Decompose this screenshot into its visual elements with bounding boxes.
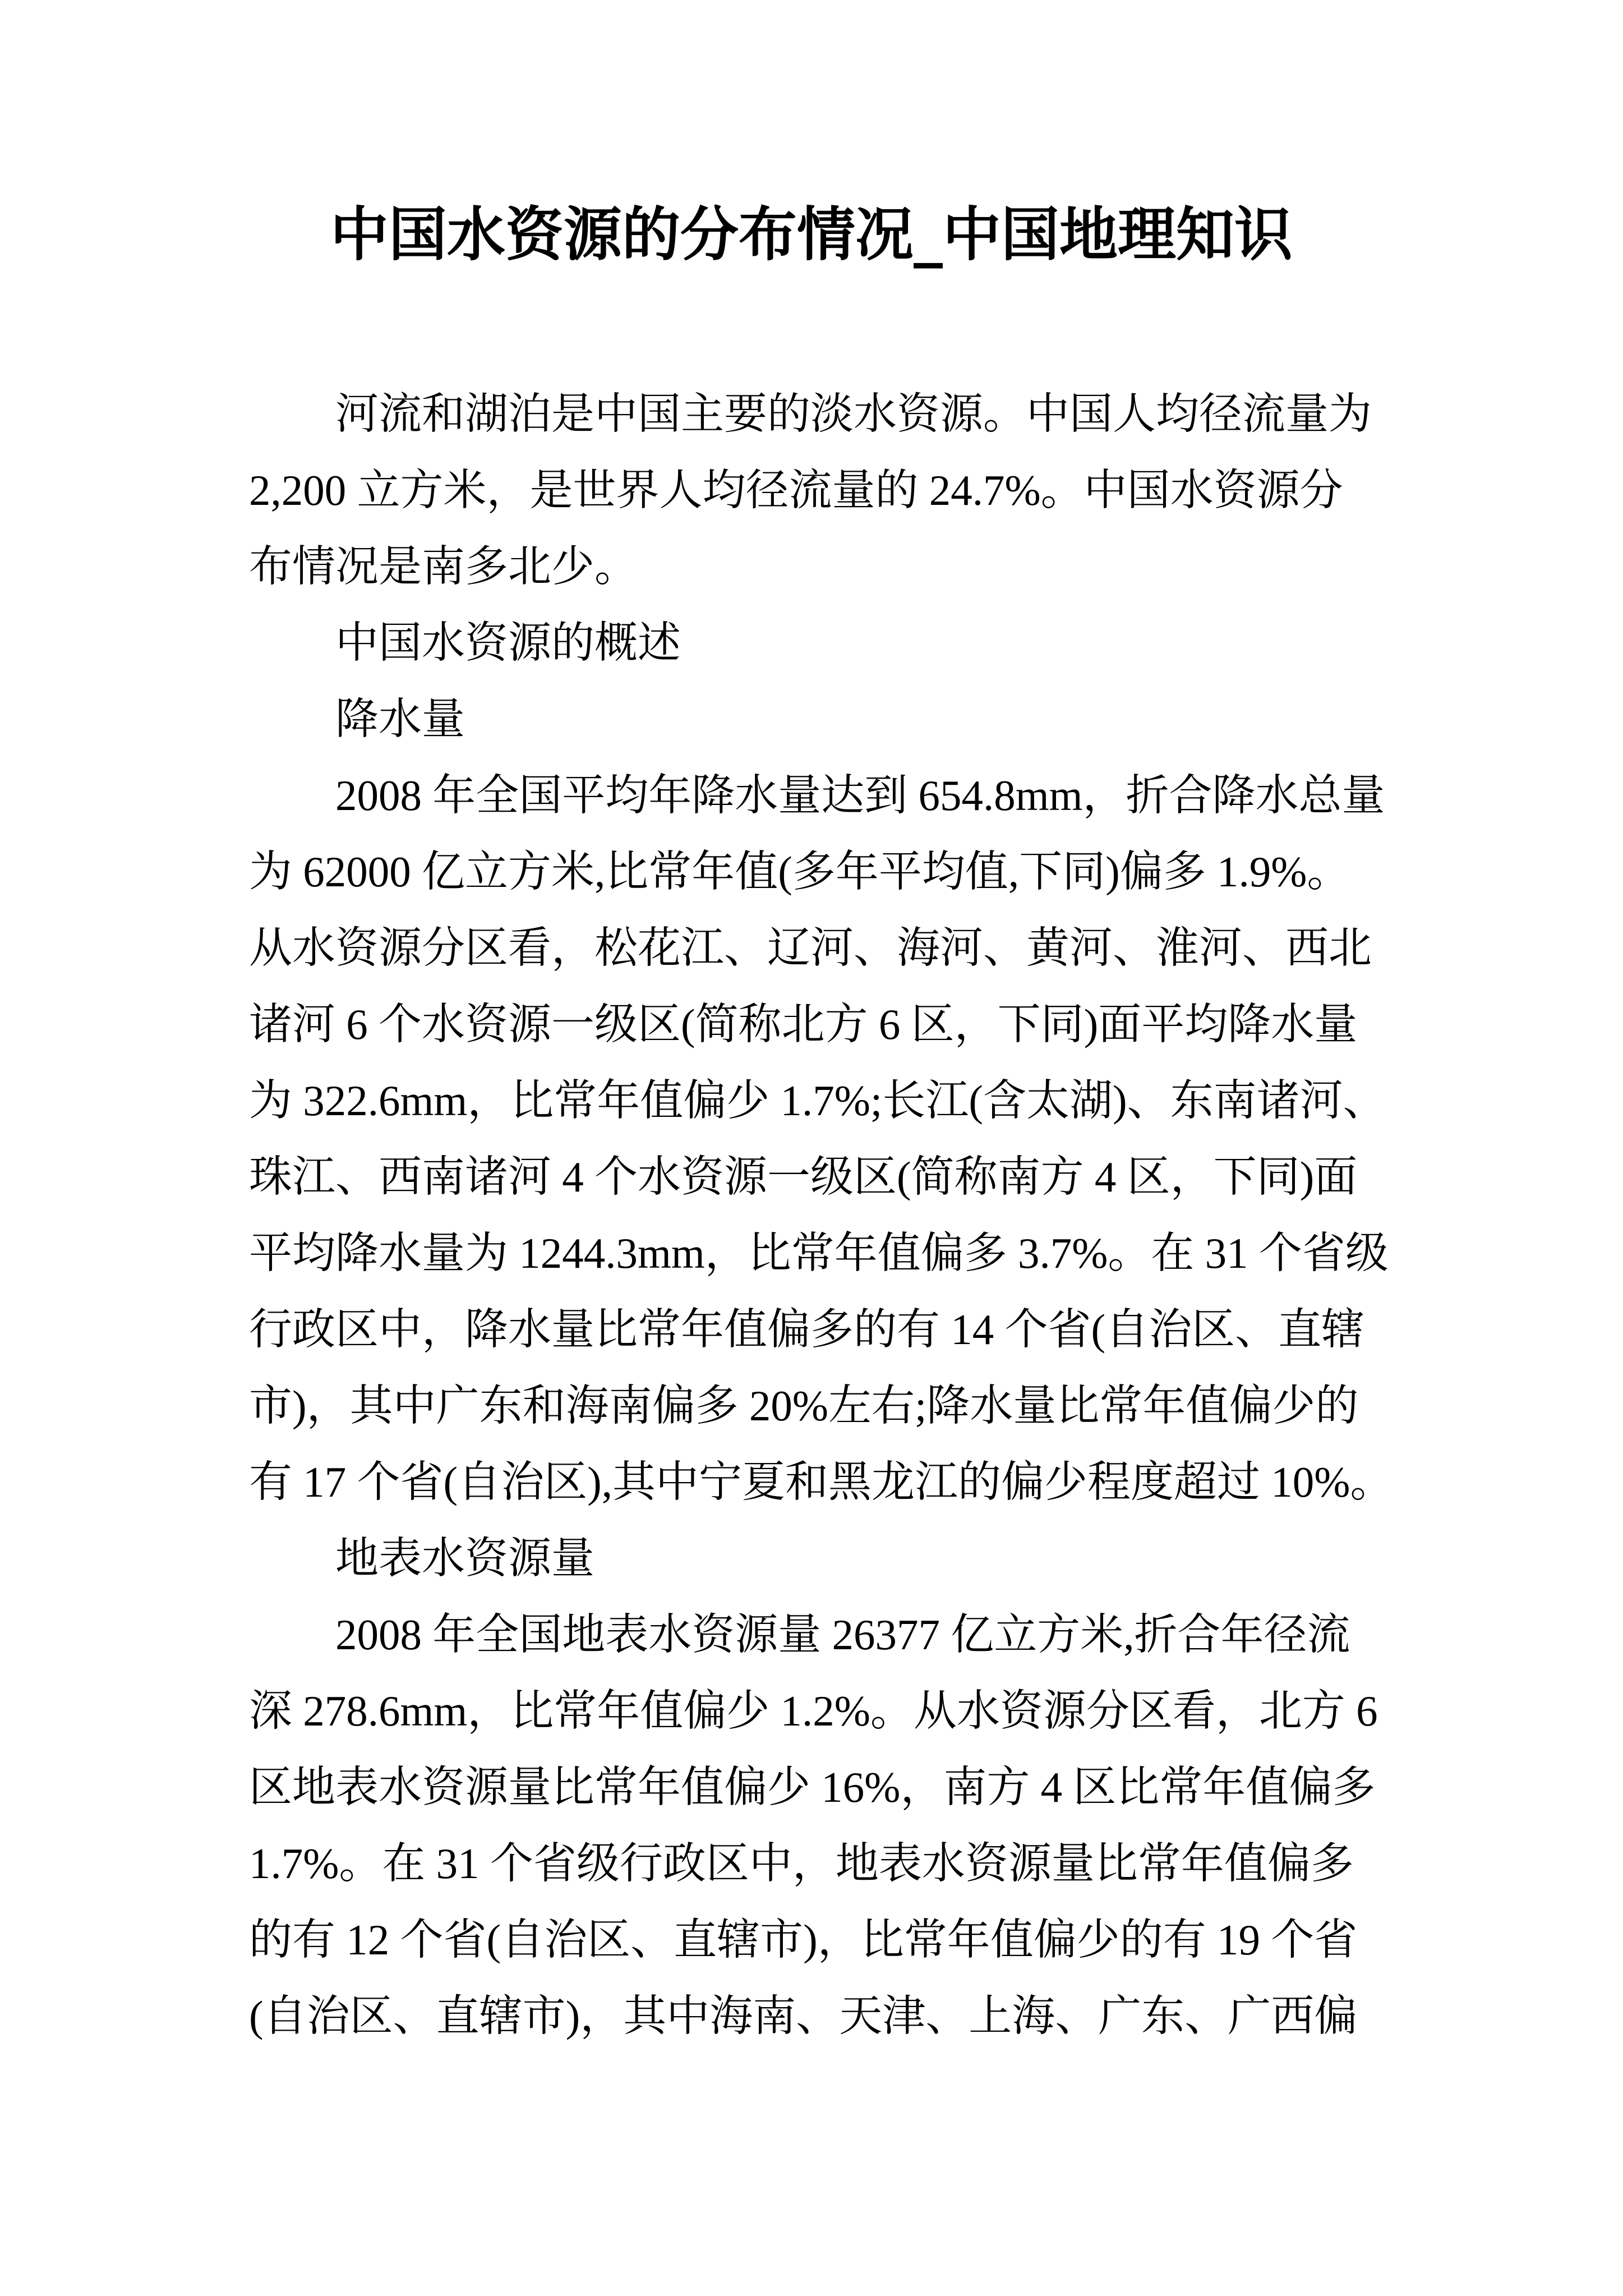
paragraph-line: 有 17 个省(自治区),其中宁夏和黑龙江的偏少程度超过 10%。 xyxy=(249,1458,1394,1506)
paragraph-line: 市)，其中广东和海南偏多 20%左右;降水量比常年值偏少的 xyxy=(249,1382,1359,1430)
paragraph-line: 行政区中，降水量比常年值偏多的有 14 个省(自治区、直辖 xyxy=(249,1305,1365,1354)
paragraph-line: 1.7%。在 31 个省级行政区中，地表水资源量比常年值偏多 xyxy=(249,1839,1354,1888)
paragraph-line: 深 278.6mm，比常年值偏少 1.2%。从水资源分区看，北方 6 xyxy=(249,1687,1378,1735)
paragraph-line: 2,200 立方米，是世界人均径流量的 24.7%。中国水资源分 xyxy=(249,466,1343,514)
paragraph-line: 2008 年全国平均年降水量达到 654.8mm，折合降水总量 xyxy=(335,771,1385,820)
paragraph-line: 的有 12 个省(自治区、直辖市)，比常年值偏少的有 19 个省 xyxy=(249,1916,1358,1964)
paragraph-line: 珠江、西南诸河 4 个水资源一级区(简称南方 4 区，下同)面 xyxy=(249,1153,1358,1201)
section-heading-overview: 中国水资源的概述 xyxy=(335,619,681,667)
paragraph-line: 河流和湖泊是中国主要的淡水资源。中国人均径流量为 xyxy=(335,390,1372,438)
paragraph-line: 区地表水资源量比常年值偏少 16%，南方 4 区比常年值偏多 xyxy=(249,1763,1376,1811)
paragraph-line: 从水资源分区看，松花江、辽河、海河、黄河、淮河、西北 xyxy=(249,924,1372,972)
paragraph-line: 为 322.6mm，比常年值偏少 1.7%;长江(含太湖)、东南诸河、 xyxy=(249,1076,1386,1125)
paragraph-line: 2008 年全国地表水资源量 26377 亿立方米,折合年径流 xyxy=(335,1611,1350,1659)
section-heading-surface-water: 地表水资源量 xyxy=(335,1534,594,1582)
page-title: 中国水资源的分布情况_中国地理知识 xyxy=(330,200,1293,269)
intro-paragraph xyxy=(249,376,1539,605)
document-body xyxy=(249,376,1539,2054)
precipitation-paragraph xyxy=(249,757,1539,1520)
surface-water-paragraph xyxy=(249,1596,1539,2054)
paragraph-line: (自治区、直辖市)，其中海南、天津、上海、广东、广西偏 xyxy=(249,1992,1358,2040)
paragraph-line: 诸河 6 个水资源一级区(简称北方 6 区，下同)面平均降水量 xyxy=(249,1000,1358,1048)
paragraph-line: 为 62000 亿立方米,比常年值(多年平均值,下同)偏多 1.9%。 xyxy=(249,848,1350,896)
paragraph-line: 布情况是南多北少。 xyxy=(249,542,638,591)
section-heading-precipitation: 降水量 xyxy=(335,695,465,743)
paragraph-line: 平均降水量为 1244.3mm，比常年值偏多 3.7%。在 31 个省级 xyxy=(249,1229,1389,1277)
